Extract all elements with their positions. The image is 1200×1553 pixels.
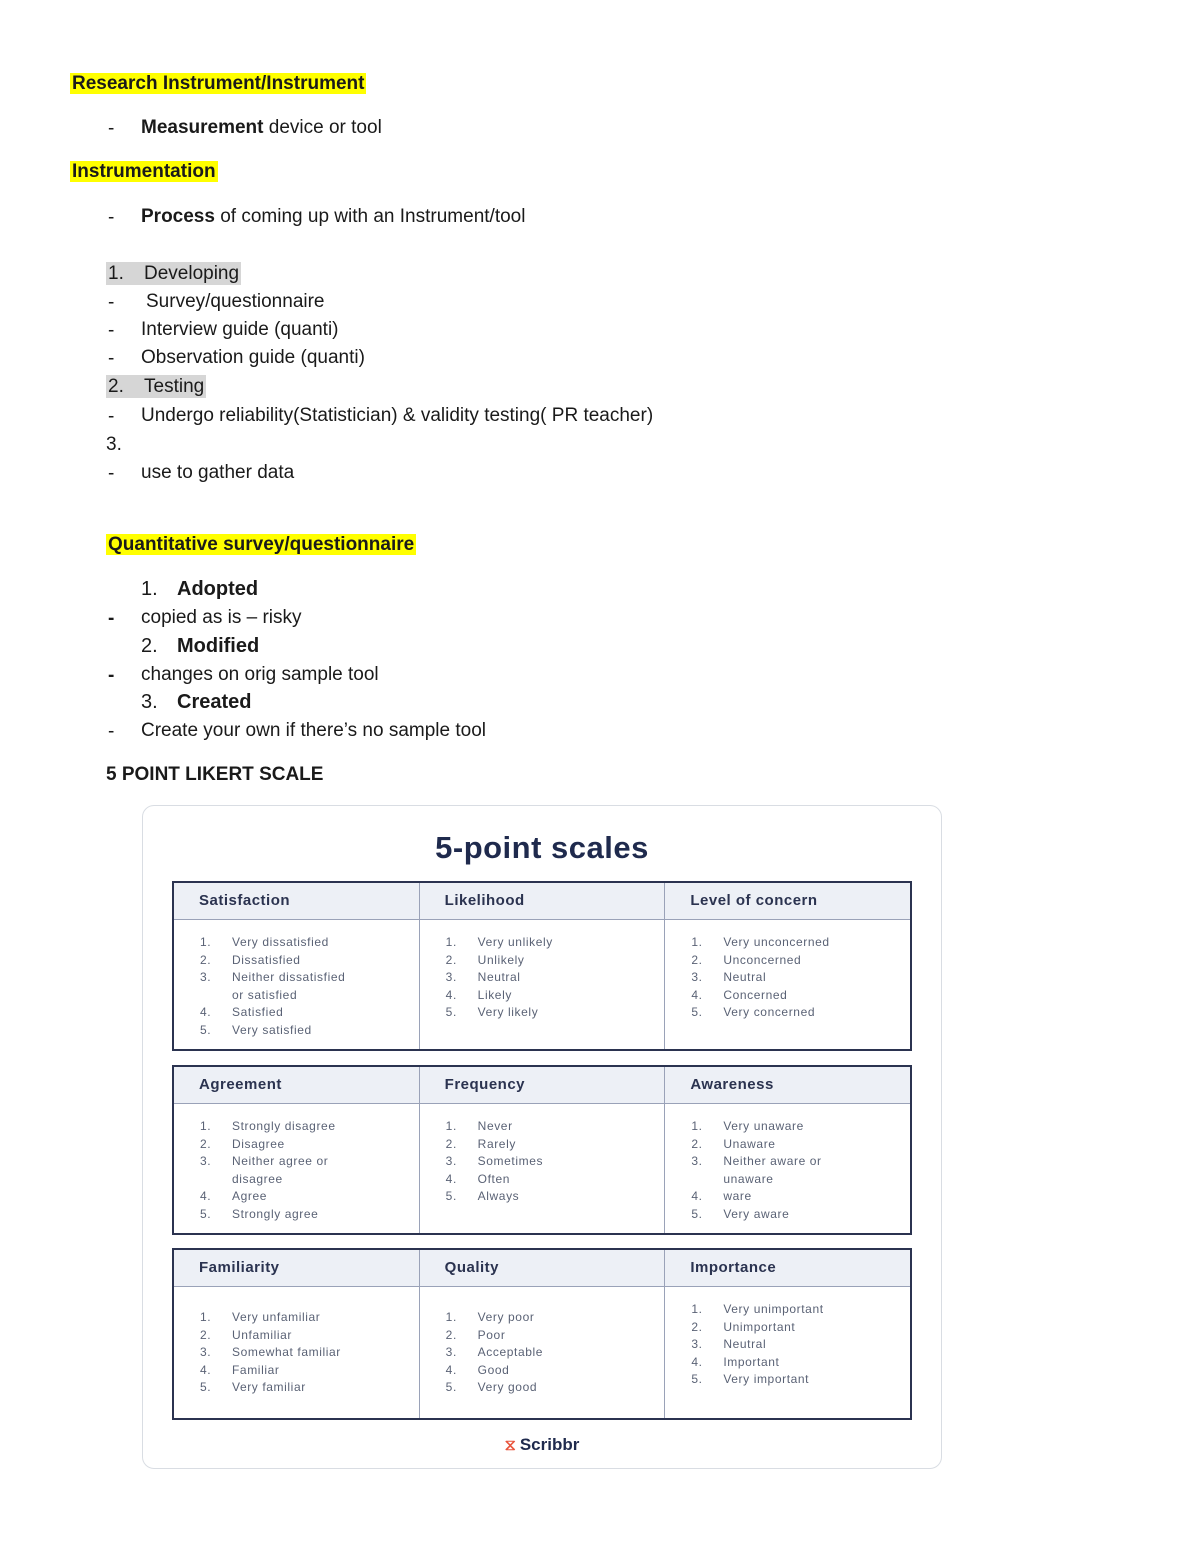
scale-option-label: Important xyxy=(723,1354,780,1369)
scale-option xyxy=(446,1136,665,1154)
step-three-number: 3. xyxy=(106,434,122,455)
scale-option-label: Satisfied xyxy=(232,1005,284,1019)
scale-option xyxy=(200,1136,419,1154)
bullet-dash: - xyxy=(108,118,115,139)
scale-option-number: 2. xyxy=(691,1319,703,1334)
scale-column xyxy=(420,1250,666,1418)
scale-option xyxy=(691,1319,910,1337)
scale-row xyxy=(172,1065,912,1235)
scale-column xyxy=(174,1067,420,1233)
scale-option-label: Strongly disagree xyxy=(232,1119,336,1133)
scale-option xyxy=(691,952,910,970)
scale-option-number: 2. xyxy=(200,952,212,967)
likert-scales-figure xyxy=(142,805,942,1469)
bullet-dash: - xyxy=(108,292,115,313)
scale-option xyxy=(446,1118,665,1136)
scale-option-label: Dissatisfied xyxy=(232,952,301,967)
scale-option-number: 5. xyxy=(691,1372,703,1386)
scale-option xyxy=(200,1362,419,1380)
scale-options xyxy=(665,920,910,1022)
scale-option-number: 2. xyxy=(200,1327,212,1342)
scale-options xyxy=(174,920,419,1039)
scale-option xyxy=(200,1327,419,1345)
scale-option-label: Good xyxy=(477,1362,510,1377)
scale-option-number: 3. xyxy=(200,1345,212,1359)
scale-option-number: 1. xyxy=(200,1119,212,1133)
scale-option xyxy=(691,1153,910,1171)
figure-title: 5-point scales xyxy=(435,830,649,865)
scale-option-label: Disagree xyxy=(232,1136,285,1151)
instrumentation-definition: Process of coming up with an Instrument/tool xyxy=(141,206,526,227)
scale-option-label: Often xyxy=(477,1171,511,1186)
scale-option-number: 1. xyxy=(445,1119,457,1133)
scale-option xyxy=(200,987,419,1005)
scale-option-number: 3. xyxy=(691,970,703,984)
scale-option xyxy=(200,1309,419,1327)
scale-option xyxy=(691,934,910,952)
quant-item-desc: copied as is – risky xyxy=(141,607,302,628)
bullet-dash: - xyxy=(108,721,115,742)
scale-title: Familiarity xyxy=(174,1250,419,1287)
scale-title: Agreement xyxy=(174,1067,419,1104)
scale-options xyxy=(665,1287,910,1389)
scale-option xyxy=(691,1171,910,1189)
scale-option xyxy=(446,969,665,987)
scale-option xyxy=(200,1022,419,1040)
scale-option-label: Neither aware or xyxy=(723,1154,822,1168)
scale-option-number: 2. xyxy=(445,952,457,967)
scale-option-number: 1. xyxy=(445,935,457,949)
scale-option xyxy=(200,969,419,987)
scale-column xyxy=(665,1067,910,1233)
scale-option-number: 2. xyxy=(445,1327,457,1342)
scale-option-label: Very unfamiliar xyxy=(232,1310,321,1324)
scale-option xyxy=(446,1188,665,1206)
scale-option xyxy=(200,1153,419,1171)
graduation-cap-icon: ⧖ xyxy=(504,1437,516,1454)
bullet-dash: - xyxy=(108,463,115,484)
scale-option-label: Sometimes xyxy=(477,1154,544,1168)
scale-option-label: Unlikely xyxy=(477,952,525,967)
scale-row xyxy=(172,1248,912,1420)
scale-option xyxy=(446,952,665,970)
scale-option xyxy=(446,1379,665,1397)
scale-option-label: Very satisfied xyxy=(232,1022,312,1037)
scale-option xyxy=(446,1327,665,1345)
scale-options xyxy=(665,1104,910,1223)
scale-option-number: 4. xyxy=(691,987,703,1002)
scale-column xyxy=(420,883,666,1049)
scale-option-label: Very aware xyxy=(723,1206,790,1221)
scale-option-number: 1. xyxy=(691,1302,703,1316)
scale-option xyxy=(691,1136,910,1154)
scale-option-label: Very concerned xyxy=(723,1005,816,1019)
scale-option-label: Very unlikely xyxy=(477,935,553,949)
bullet-dash: - xyxy=(108,348,115,369)
scale-option-label: Very unaware xyxy=(723,1119,804,1133)
heading-quantitative-survey: Quantitative survey/questionnaire xyxy=(108,534,415,555)
scale-option-number: 3. xyxy=(691,1154,703,1168)
step-developing: 1. Developing xyxy=(108,263,240,284)
scale-title: Likelihood xyxy=(420,883,665,920)
scale-option xyxy=(200,1206,419,1224)
scale-column xyxy=(665,1250,910,1418)
scale-option-number: 1. xyxy=(200,935,212,949)
scale-option xyxy=(446,934,665,952)
scale-option xyxy=(446,987,665,1005)
scale-option xyxy=(691,969,910,987)
scale-option xyxy=(200,1118,419,1136)
scale-option xyxy=(200,1379,419,1397)
scale-option-number: 5. xyxy=(445,1380,457,1394)
step-item: Observation guide (quanti) xyxy=(141,347,365,368)
scale-option-label: Unfamiliar xyxy=(232,1327,293,1342)
scale-option-number: 4. xyxy=(445,987,457,1002)
scale-option xyxy=(446,1344,665,1362)
scale-option-number: 3. xyxy=(200,1154,212,1168)
scale-option xyxy=(691,1004,910,1022)
scale-option-label: Very familiar xyxy=(232,1380,306,1394)
scale-option xyxy=(691,1354,910,1372)
bullet-dash: - xyxy=(108,665,115,686)
scale-title: Frequency xyxy=(420,1067,665,1104)
scale-option xyxy=(691,1206,910,1224)
bullet-dash: - xyxy=(108,207,115,228)
scale-option-label: Neutral xyxy=(477,970,521,984)
scale-option-number xyxy=(691,1171,723,1189)
scale-option-label: Concerned xyxy=(723,987,788,1002)
scale-option-label: Acceptable xyxy=(477,1345,544,1359)
scale-title: Satisfaction xyxy=(174,883,419,920)
quant-item-desc: changes on orig sample tool xyxy=(141,664,379,685)
scale-option-label: Familiar xyxy=(232,1362,280,1377)
scale-option xyxy=(200,1171,419,1189)
scale-option-number: 4. xyxy=(200,1362,212,1377)
scale-options xyxy=(174,1104,419,1223)
scale-option-number: 1. xyxy=(691,935,703,949)
scale-option xyxy=(200,934,419,952)
scale-option-number xyxy=(200,1171,232,1189)
scale-option-label: Neutral xyxy=(723,1337,767,1351)
scale-option xyxy=(200,1004,419,1022)
scale-option-number: 3. xyxy=(200,970,212,984)
scale-option-number: 4. xyxy=(691,1354,703,1369)
scale-option xyxy=(691,1118,910,1136)
scale-option xyxy=(691,1336,910,1354)
scale-option-label: Very dissatisfied xyxy=(232,935,329,949)
step-item: Survey/questionnaire xyxy=(146,291,325,312)
scale-option-number: 2. xyxy=(200,1136,212,1151)
scale-option xyxy=(446,1153,665,1171)
scale-option-label: Neither dissatisfied xyxy=(232,970,346,984)
scale-option-label: Poor xyxy=(477,1327,506,1342)
scale-option-number xyxy=(200,987,232,1005)
scale-option-number: 1. xyxy=(445,1310,457,1324)
instrument-definition: Measurement device or tool xyxy=(141,117,382,138)
scale-option-label: Very good xyxy=(477,1380,538,1394)
scale-option xyxy=(446,1309,665,1327)
scale-options xyxy=(420,1287,665,1397)
scale-option-number: 3. xyxy=(445,1154,457,1168)
scale-option-label: Always xyxy=(477,1189,520,1203)
scale-option-label: Rarely xyxy=(477,1136,516,1151)
scale-option-label: disagree xyxy=(232,1171,283,1186)
step-testing: 2. Testing xyxy=(108,376,205,397)
scale-option-label: Very poor xyxy=(477,1310,535,1324)
heading-instrumentation: Instrumentation xyxy=(72,161,216,182)
scale-option-number: 1. xyxy=(691,1119,703,1133)
scale-option-number: 4. xyxy=(200,1005,212,1019)
scale-option xyxy=(446,1004,665,1022)
scale-option xyxy=(200,1344,419,1362)
scale-option xyxy=(691,1301,910,1319)
scale-option-number: 4. xyxy=(445,1362,457,1377)
quant-item-modified: 2. Modified xyxy=(141,635,260,657)
bullet-dash: - xyxy=(108,406,115,427)
scale-option-label: Unconcerned xyxy=(723,952,802,967)
step-item: Undergo reliability(Statistician) & validity testing( PR teacher) xyxy=(141,405,654,426)
scale-option xyxy=(691,1188,910,1206)
bullet-dash: - xyxy=(108,320,115,341)
scale-option-label: Very unconcerned xyxy=(723,935,830,949)
scale-option-number: 3. xyxy=(445,1345,457,1359)
scale-title: Quality xyxy=(420,1250,665,1287)
quant-item-created: 3. Created xyxy=(141,691,252,713)
scale-title: Awareness xyxy=(665,1067,910,1104)
scale-option-label: Very likely xyxy=(477,1005,539,1019)
scale-option-label: Very unimportant xyxy=(723,1302,824,1316)
quant-item-adopted: 1. Adopted xyxy=(141,578,259,600)
scale-option-label: or satisfied xyxy=(232,987,298,1002)
scale-option-number: 3. xyxy=(691,1337,703,1351)
scale-option-label: Very important xyxy=(723,1372,810,1386)
scale-option-number: 3. xyxy=(445,970,457,984)
scale-option-label: Likely xyxy=(477,987,512,1002)
scale-option-number: 5. xyxy=(691,1206,703,1221)
scale-option-number: 5. xyxy=(200,1022,212,1037)
scale-option-number: 5. xyxy=(200,1206,212,1221)
scale-column xyxy=(665,883,910,1049)
scale-option-number: 4. xyxy=(445,1171,457,1186)
bullet-dash: - xyxy=(108,608,115,629)
scale-option-number: 4. xyxy=(200,1189,212,1203)
scale-option-label: ware xyxy=(723,1189,752,1203)
scale-option-number: 2. xyxy=(691,1136,703,1151)
scale-option xyxy=(691,987,910,1005)
heading-likert-scale: 5 POINT LIKERT SCALE xyxy=(106,764,324,785)
scale-column xyxy=(174,1250,420,1418)
scale-option-number: 5. xyxy=(691,1005,703,1019)
scale-option-label: Somewhat familiar xyxy=(232,1345,341,1359)
scale-option xyxy=(200,1188,419,1206)
scale-option xyxy=(446,1362,665,1380)
scale-option-label: Neutral xyxy=(723,970,767,984)
scale-options xyxy=(420,920,665,1022)
scale-option xyxy=(200,952,419,970)
quant-item-desc: Create your own if there’s no sample tool xyxy=(141,720,486,741)
scale-column xyxy=(420,1067,666,1233)
scale-options xyxy=(174,1287,419,1397)
scale-option-label: Never xyxy=(477,1119,513,1133)
scribbr-logo: ⧖ Scribbr xyxy=(504,1435,580,1454)
scale-option xyxy=(691,1371,910,1389)
scale-option-number: 1. xyxy=(200,1310,212,1324)
scale-options xyxy=(420,1104,665,1206)
scale-title: Importance xyxy=(665,1250,910,1287)
scale-option-number: 5. xyxy=(200,1380,212,1394)
scale-option xyxy=(446,1171,665,1189)
scale-option-label: Neither agree or xyxy=(232,1154,329,1168)
scale-option-label: Strongly agree xyxy=(232,1206,319,1221)
scale-option-number: 2. xyxy=(445,1136,457,1151)
step-item: use to gather data xyxy=(141,462,295,483)
heading-research-instrument: Research Instrument/Instrument xyxy=(72,73,365,94)
scale-column xyxy=(174,883,420,1049)
scale-option-label: unaware xyxy=(723,1171,774,1186)
scale-option-number: 2. xyxy=(691,952,703,967)
scale-row xyxy=(172,881,912,1051)
scale-option-number: 5. xyxy=(445,1189,457,1203)
scale-title: Level of concern xyxy=(665,883,910,920)
scale-option-label: Agree xyxy=(232,1189,268,1203)
step-item: Interview guide (quanti) xyxy=(141,319,339,340)
scale-option-number: 5. xyxy=(445,1005,457,1019)
scale-option-label: Unaware xyxy=(723,1136,776,1151)
scale-option-label: Unimportant xyxy=(723,1319,796,1334)
scale-option-number: 4. xyxy=(691,1189,703,1203)
